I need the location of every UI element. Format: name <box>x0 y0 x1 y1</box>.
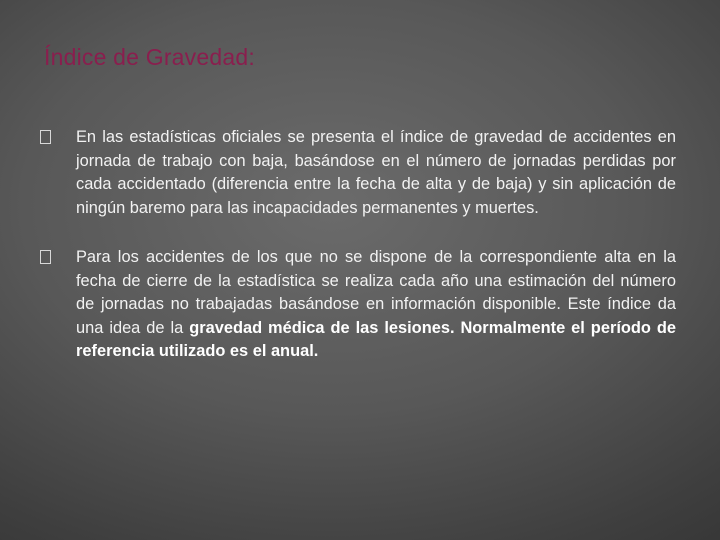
slide-title: Índice de Gravedad: <box>44 44 255 70</box>
bullet-text <box>76 246 676 364</box>
bullet-item <box>40 126 676 220</box>
missing-glyph-box-icon <box>40 250 51 264</box>
bullet-text-plain: Para los accidentes de los que no se dispone de la correspondiente alta en la fecha de cierre de la estadística se realiza cada año una estimación del número de jornadas no trabajadas basándose en información disponible. Este índice da una idea de la <box>76 248 676 337</box>
bullet-text: En las estadísticas oficiales se presenta el índice de gravedad de accidentes en jornada de trabajo con baja, basándose en el número de jornadas perdidas por cada accidentado (diferencia entre la fecha de alta y de baja) y sin aplicación de ningún baremo para las incapacidades permanentes y muertes. <box>76 128 676 217</box>
bullet-list <box>40 126 676 390</box>
missing-glyph-box-icon <box>40 130 51 144</box>
bullet-text-bold: gravedad médica de las lesiones. Normalmente el período de referencia utilizado es el anual. <box>76 318 677 360</box>
bullet-item <box>40 246 676 364</box>
